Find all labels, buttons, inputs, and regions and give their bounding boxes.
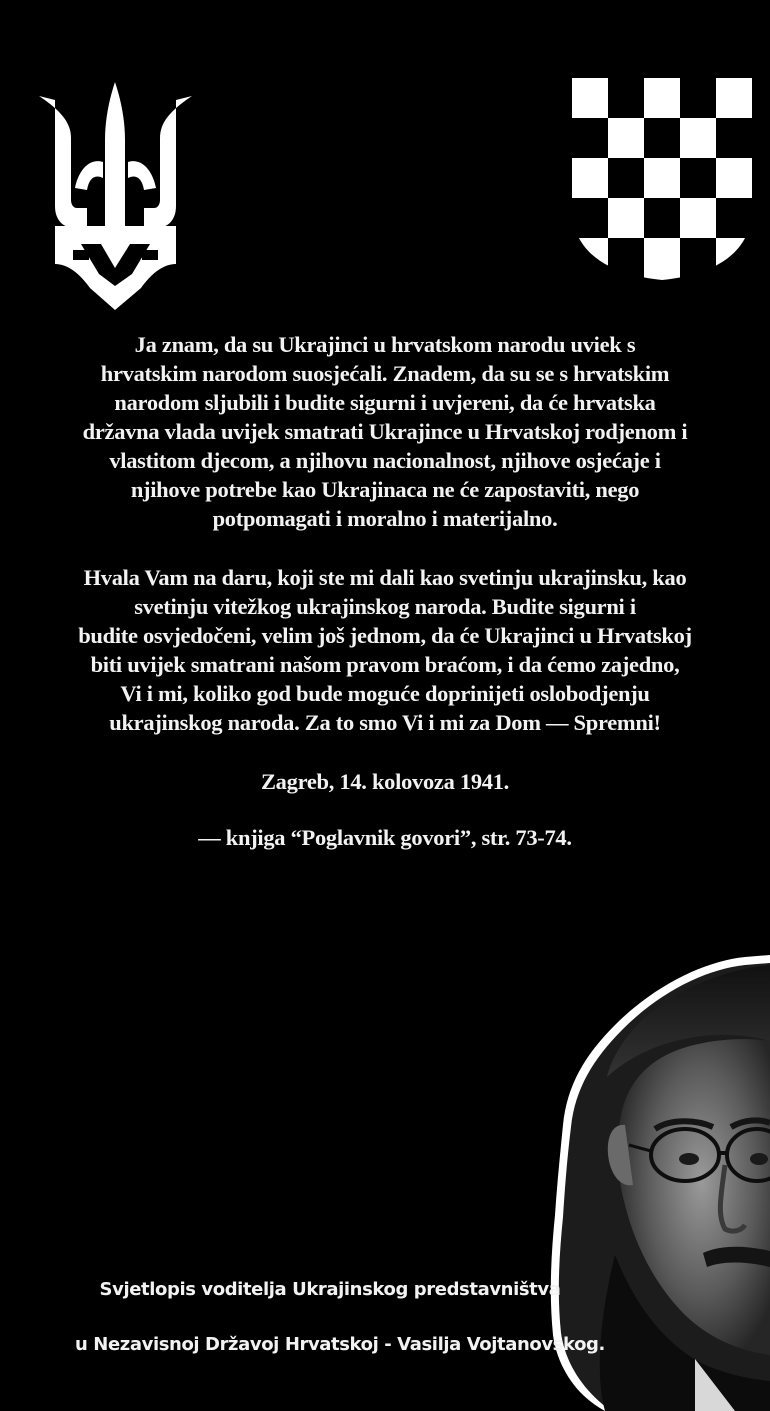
dateline: Zagreb, 14. kolovoza 1941. xyxy=(260,769,510,794)
quote-paragraph-1 xyxy=(0,330,770,533)
photo-caption-line-1: Svjetlopis voditelja Ukrajinskog predstavništva xyxy=(99,1279,561,1300)
quote-line: Ja znam, da su Ukrajinci u hrvatskom narodu uviek s xyxy=(134,332,636,357)
quote-line: ukrajinskog naroda. Za to smo Vi i mi za Dom — Spremni! xyxy=(109,710,661,735)
quote-line: Hvala Vam na daru, koji ste mi dali kao svetinju ukrajinsku, kao xyxy=(83,565,687,590)
source-citation: — knjiga “Poglavnik govori”, str. 73-74. xyxy=(198,825,572,850)
quote-line: narodom sljubili i budite sigurni i uvjereni, da će hrvatska xyxy=(114,390,656,415)
quote-line: biti uvijek smatrani našom pravom braćom, i da ćemo zajedno, xyxy=(90,652,680,677)
quote-line: potpomagati i moralno i materijalno. xyxy=(212,506,558,531)
trident-icon xyxy=(33,78,198,310)
quote-line: budite osvjedočeni, velim još jednom, da će Ukrajinci u Hrvatskoj xyxy=(78,623,692,648)
quote-line: svetinju vitežkog ukrajinskog naroda. Budite sigurni i xyxy=(134,594,636,619)
quote-line: njihove potrebe kao Ukrajinaca ne će zapostaviti, nego xyxy=(130,477,640,502)
quote-line: Vi i mi, koliko god bude moguće doprinijeti oslobodjenju xyxy=(120,681,650,706)
photo-caption-line-2: u Nezavisnoj Državoj Hrvatskoj - Vasilja Vojtanovskog. xyxy=(75,1334,605,1355)
quote-line: državna vlada uvijek smatrati Ukrajince u Hrvatskoj rodjenom i xyxy=(82,419,688,444)
checkerboard-shield-icon xyxy=(572,78,752,280)
quote-line: hrvatskim narodom suosjećali. Znadem, da su se s hrvatskim xyxy=(100,361,670,386)
quote-line: vlastitom djecom, a njihovu nacionalnost, njihove osjećaje i xyxy=(109,448,661,473)
quote-paragraph-2 xyxy=(0,563,770,737)
